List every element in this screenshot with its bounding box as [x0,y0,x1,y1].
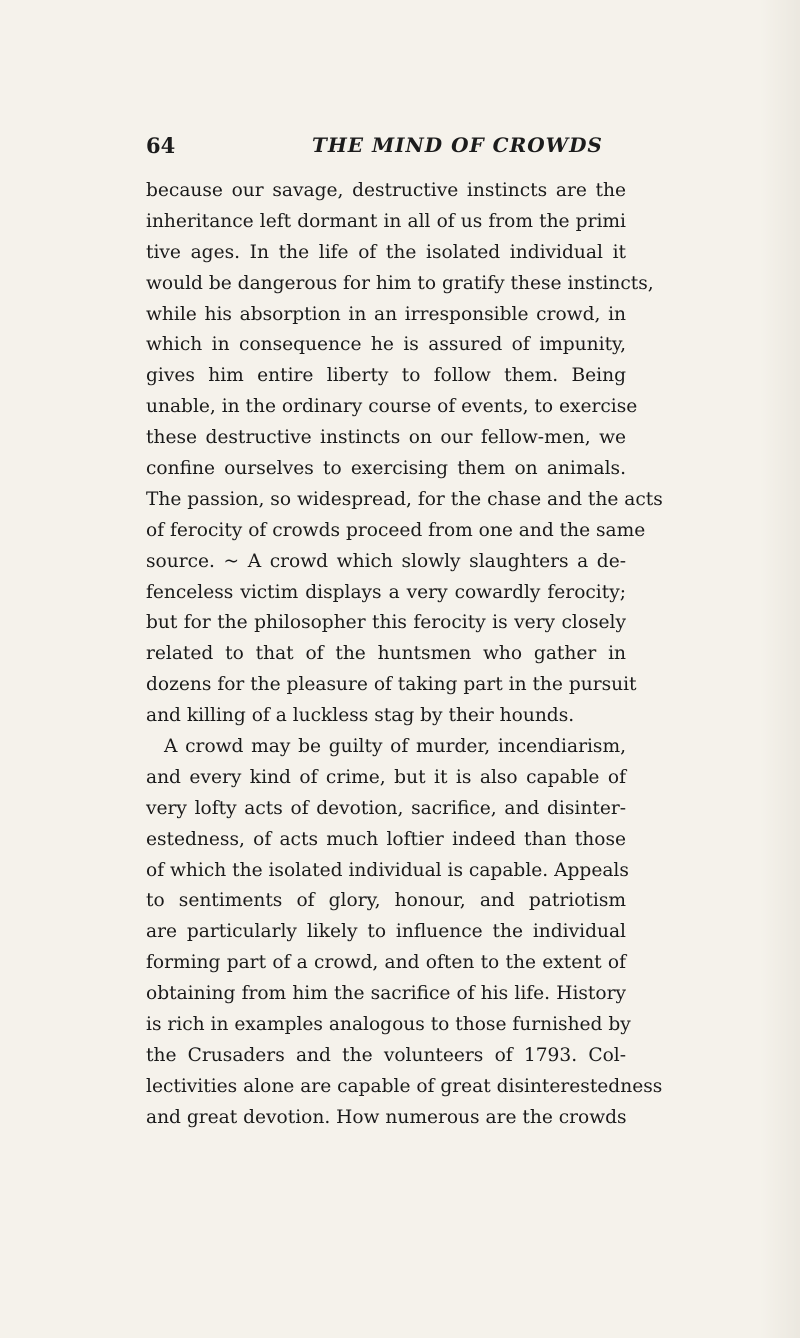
running-title: THE MIND OF CROWDS [312,133,603,157]
text-line: of which the isolated individual is capable. Appeals [146,859,629,881]
text-line: would be dangerous for him to gratify these instincts, [146,272,654,294]
text-line: to sentiments of glory, honour, and patriotism [146,890,626,912]
text-line: of ferocity of crowds proceed from one and the same [146,519,646,541]
text-line: these destructive instincts on our fellow-men, we [146,427,626,449]
text-line: dozens for the pleasure of taking part in the pursuit [146,674,637,696]
text-line: very lofty acts of devotion, sacrifice, and disinter- [146,797,626,819]
text-line: and every kind of crime, but it is also capable of [146,766,626,788]
text-line: obtaining from him the sacrifice of his life. History [146,983,626,1005]
text-line: forming part of a crowd, and often to the extent of [146,952,626,974]
text-line: inheritance left dormant in all of us from the primi [146,210,626,232]
text-line: and great devotion. How numerous are the crowds [146,1106,627,1128]
page-number: 64 [146,133,176,158]
text-line: are particularly likely to influence the individual [146,921,626,943]
running-head [146,133,626,163]
text-line: source. ~ A crowd which slowly slaughters a de- [146,550,626,572]
page-edge-shadow [760,0,800,1338]
body-text [146,176,663,1134]
text-line: the Crusaders and the volunteers of 1793. Col- [146,1044,626,1066]
text-line: confine ourselves to exercising them on animals. [146,458,626,480]
text-line: which in consequence he is assured of impunity, [146,334,626,356]
text-line: tive ages. In the life of the isolated individual it [146,241,626,263]
text-line: is rich in examples analogous to those furnished by [146,1014,631,1036]
text-line: because our savage, destructive instincts are the [146,180,626,201]
text-line: and killing of a luckless stag by their hounds. [146,705,575,727]
text-line: A crowd may be guilty of murder, incendiarism, [164,736,626,758]
text-line: while his absorption in an irresponsible crowd, in [146,303,626,325]
text-line: but for the philosopher this ferocity is very closely [146,612,626,634]
text-line: The passion, so widespread, for the chase and the acts [146,488,663,510]
text-line: lectivities alone are capable of great disinterestedness [146,1075,663,1097]
text-line: related to that of the huntsmen who gather in [146,643,626,665]
text-line: unable, in the ordinary course of events, to exercise [146,396,638,418]
text-line: fenceless victim displays a very cowardly ferocity; [146,581,626,603]
text-line: gives him entire liberty to follow them. Being [146,365,626,387]
text-line: estedness, of acts much loftier indeed than those [146,828,626,850]
